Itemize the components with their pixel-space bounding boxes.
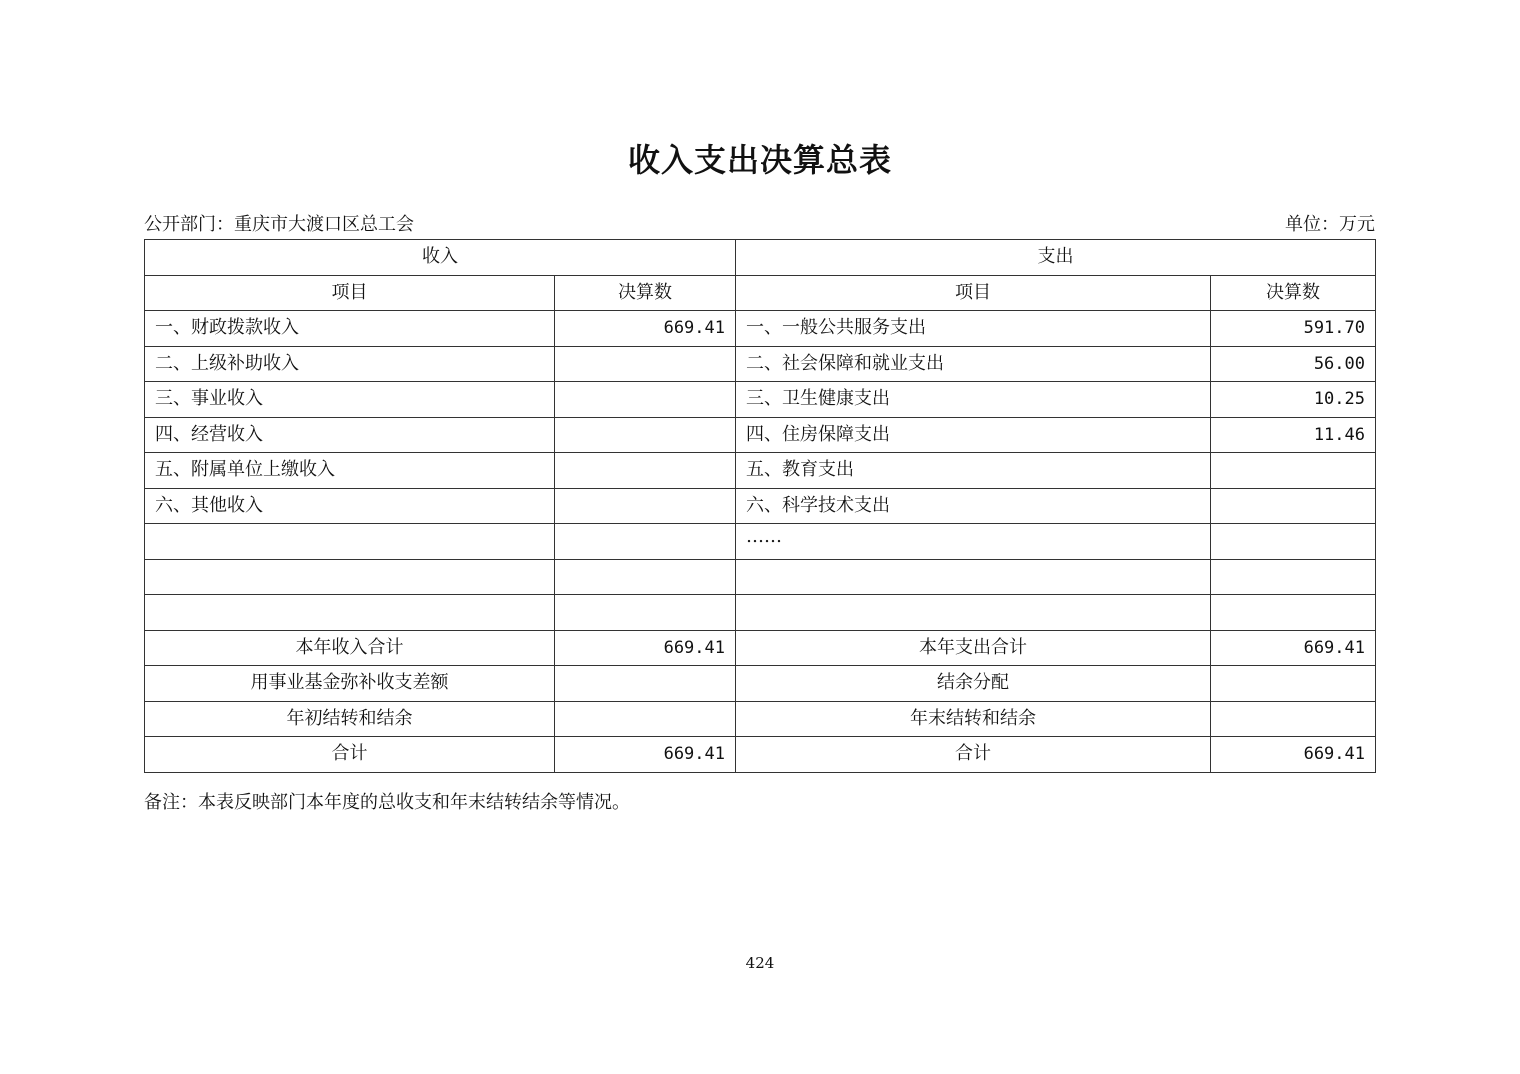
- table-note: 备注：本表反映部门本年度的总收支和年末结转结余等情况。: [144, 792, 630, 813]
- income-summary-amount: [555, 701, 736, 737]
- income-summary-amount: [555, 666, 736, 702]
- page-title: 收入支出决算总表: [627, 141, 892, 179]
- income-group-header: 收入: [145, 240, 736, 276]
- column-header-row: [145, 275, 1376, 311]
- expense-item-cell: [736, 595, 1211, 631]
- income-summary-label: 用事业基金弥补收支差额: [145, 666, 555, 702]
- income-item-cell: 三、事业收入: [145, 382, 555, 418]
- expense-summary-label: 年末结转和结余: [736, 701, 1211, 737]
- expense-amount-cell: [1211, 595, 1376, 631]
- expense-item-cell: 六、科学技术支出: [736, 488, 1211, 524]
- table-row: [145, 417, 1376, 453]
- expense-amount-cell: 591.70: [1211, 311, 1376, 347]
- ellipsis-text: ……: [746, 526, 782, 548]
- expense-total-amount: 669.41: [1211, 737, 1376, 773]
- expense-amount-cell: [1211, 524, 1376, 560]
- income-item-cell: 二、上级补助收入: [145, 346, 555, 382]
- income-item-cell: 六、其他收入: [145, 488, 555, 524]
- expense-item-header: 项目: [736, 275, 1211, 311]
- expense-summary-label: 本年支出合计: [736, 630, 1211, 666]
- income-total-label: 合计: [145, 737, 555, 773]
- total-row: [145, 737, 1376, 773]
- table-row: [145, 595, 1376, 631]
- expense-summary-label: 结余分配: [736, 666, 1211, 702]
- expense-item-cell: [736, 524, 1211, 560]
- expense-item-cell: 二、社会保障和就业支出: [736, 346, 1211, 382]
- income-summary-label: 年初结转和结余: [145, 701, 555, 737]
- summary-row: [145, 666, 1376, 702]
- expense-amount-cell: [1211, 559, 1376, 595]
- income-amount-cell: [555, 595, 736, 631]
- expense-total-label: 合计: [736, 737, 1211, 773]
- expense-amount-cell: 10.25: [1211, 382, 1376, 418]
- expense-summary-amount: [1211, 701, 1376, 737]
- income-amount-cell: [555, 559, 736, 595]
- table-row: [145, 346, 1376, 382]
- income-amount-cell: [555, 346, 736, 382]
- expense-item-cell: 三、卫生健康支出: [736, 382, 1211, 418]
- table-meta: [144, 212, 1375, 238]
- table-row: [145, 524, 1376, 560]
- expense-item-cell: [736, 559, 1211, 595]
- table-row: [145, 559, 1376, 595]
- summary-row: [145, 701, 1376, 737]
- income-amount-cell: [555, 417, 736, 453]
- expense-amount-cell: 56.00: [1211, 346, 1376, 382]
- income-item-cell: 五、附属单位上缴收入: [145, 453, 555, 489]
- income-amount-cell: [555, 488, 736, 524]
- income-amount-cell: [555, 382, 736, 418]
- page-number: 424: [745, 954, 775, 972]
- expense-summary-amount: [1211, 666, 1376, 702]
- table-row: [145, 453, 1376, 489]
- income-item-cell: [145, 524, 555, 560]
- expense-item-cell: 一、一般公共服务支出: [736, 311, 1211, 347]
- income-item-header: 项目: [145, 275, 555, 311]
- expense-item-cell: 五、教育支出: [736, 453, 1211, 489]
- income-amount-cell: [555, 453, 736, 489]
- income-item-cell: 一、财政拨款收入: [145, 311, 555, 347]
- income-item-cell: [145, 595, 555, 631]
- table-row: [145, 382, 1376, 418]
- expense-amount-cell: 11.46: [1211, 417, 1376, 453]
- income-amount-header: 决算数: [555, 275, 736, 311]
- income-summary-label: 本年收入合计: [145, 630, 555, 666]
- income-expense-table: [144, 239, 1376, 773]
- table-row: [145, 488, 1376, 524]
- expense-group-header: 支出: [736, 240, 1376, 276]
- unit-label: 单位：万元: [1285, 214, 1375, 235]
- income-item-cell: [145, 559, 555, 595]
- income-summary-amount: 669.41: [555, 630, 736, 666]
- table-row: [145, 311, 1376, 347]
- expense-item-cell: 四、住房保障支出: [736, 417, 1211, 453]
- expense-amount-cell: [1211, 488, 1376, 524]
- income-amount-cell: 669.41: [555, 311, 736, 347]
- group-header-row: [145, 240, 1376, 276]
- expense-amount-cell: [1211, 453, 1376, 489]
- department-label: 公开部门：重庆市大渡口区总工会: [144, 214, 414, 235]
- expense-summary-amount: 669.41: [1211, 630, 1376, 666]
- expense-amount-header: 决算数: [1211, 275, 1376, 311]
- income-amount-cell: [555, 524, 736, 560]
- summary-row: [145, 630, 1376, 666]
- income-item-cell: 四、经营收入: [145, 417, 555, 453]
- income-total-amount: 669.41: [555, 737, 736, 773]
